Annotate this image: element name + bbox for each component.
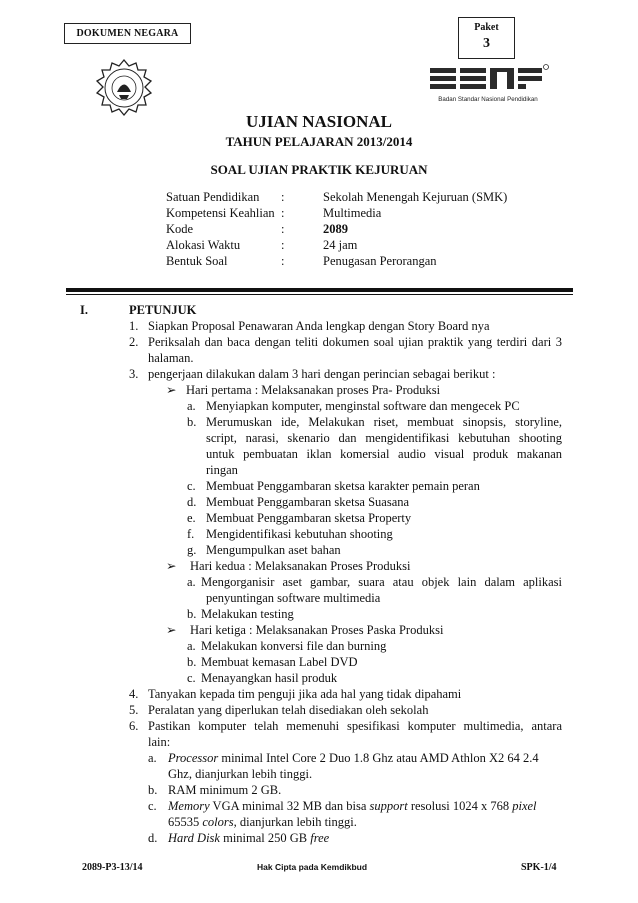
sub-letter: g. (187, 543, 197, 557)
list-number: 6. (129, 719, 139, 733)
spec-text: resolusi 1024 x 768 (407, 799, 513, 813)
spec-item (168, 751, 539, 766)
spec-text: VGA minimal 32 MB dan bisa (209, 799, 370, 813)
spec-item-continuation (168, 815, 357, 830)
arrow-bullet-icon: ➢ (166, 559, 177, 573)
list-number: 4. (129, 687, 139, 701)
info-key: Alokasi Waktu (166, 238, 241, 252)
sub-item: Mengumpulkan aset bahan (206, 543, 341, 557)
list-number: 5. (129, 703, 139, 717)
info-key: Kompetensi Keahlian (166, 206, 275, 220)
spec-letter: b. (148, 783, 158, 797)
exam-title: UJIAN NASIONAL (246, 112, 392, 131)
paket-box (458, 17, 515, 59)
section-number: I. (80, 303, 88, 317)
paket-number: 3 (483, 36, 490, 51)
spec-term: pixel (512, 799, 537, 813)
list-number: 3. (129, 367, 139, 381)
sub-item-continuation: untuk pembuatan iklan komersial audio visual produk makanan (206, 447, 562, 461)
bsnp-logo-icon (428, 60, 550, 110)
sub-letter: b. (187, 415, 197, 429)
spec-letter: d. (148, 831, 158, 845)
sub-letter: c. (187, 671, 196, 685)
info-row (166, 189, 507, 205)
exam-subtitle: SOAL UJIAN PRAKTIK KEJURUAN (210, 162, 428, 177)
list-item-continuation: halaman. (148, 351, 194, 365)
spec-letter: a. (148, 751, 157, 765)
day-heading: Hari kedua : Melaksanakan Proses Produksi (190, 559, 411, 573)
footer-code: 2089-P3-13/14 (82, 862, 143, 873)
info-row (166, 205, 507, 221)
info-separator: : (281, 222, 285, 236)
list-number: 2. (129, 335, 139, 349)
sub-item: Mengidentifikasi kebutuhan shooting (206, 527, 393, 541)
spec-item (168, 831, 329, 846)
spec-item-continuation: Ghz, dianjurkan lebih tinggi. (168, 767, 313, 781)
spec-text: minimal 250 GB (219, 831, 311, 845)
spec-item: RAM minimum 2 GB. (168, 783, 282, 797)
list-item: pengerjaan dilakukan dalam 3 hari dengan perincian sebagai berikut : (148, 367, 496, 381)
arrow-bullet-icon: ➢ (166, 383, 177, 397)
list-item: Peralatan yang diperlukan telah disediakan oleh sekolah (148, 703, 429, 717)
footer-page: SPK-1/4 (521, 862, 557, 873)
exam-year: TAHUN PELAJARAN 2013/2014 (225, 134, 413, 149)
divider-thick (66, 288, 573, 292)
sub-item-continuation: script, narasi, skenario dan mengidentifikasi kebutuhan shooting (206, 431, 562, 445)
spec-term: Memory (168, 799, 210, 813)
info-row (166, 253, 507, 269)
info-value: Sekolah Menengah Kejuruan (SMK) (323, 190, 508, 204)
sub-letter: b. (187, 655, 197, 669)
spec-text: 65535 (168, 815, 203, 829)
sub-item: Membuat kemasan Label DVD (201, 655, 358, 669)
sub-letter: d. (187, 495, 197, 509)
sub-item: Membuat Penggambaran sketsa Suasana (206, 495, 410, 509)
spec-text: , dianjurkan lebih tinggi. (233, 815, 357, 829)
info-value: Multimedia (323, 206, 382, 220)
spec-item (168, 799, 537, 814)
list-item: Tanyakan kepada tim penguji jika ada hal yang tidak dipahami (148, 687, 462, 701)
spec-text: minimal Intel Core 2 Duo 1.8 Ghz atau AMD Athlon X2 64 2.4 (218, 751, 539, 765)
list-item: Periksalah dan baca dengan teliti dokumen soal ujian praktik yang terdiri dari 3 (148, 335, 562, 349)
info-key: Kode (166, 222, 194, 236)
sub-item: Menayangkan hasil produk (201, 671, 338, 685)
sub-item: Merumuskan ide, Melakukan riset, membuat sinopsis, storyline, (206, 415, 562, 429)
info-key: Satuan Pendidikan (166, 190, 260, 204)
spec-term: Processor (168, 751, 219, 765)
info-separator: : (281, 254, 285, 268)
sub-letter: c. (187, 479, 196, 493)
sub-letter: a. (187, 575, 196, 589)
info-separator: : (281, 238, 285, 252)
bsnp-caption: Badan Standar Nasional Pendidikan (438, 96, 538, 103)
sub-letter: a. (187, 399, 196, 413)
info-value: 2089 (323, 222, 348, 236)
divider-thin (66, 294, 573, 295)
info-row (166, 221, 507, 237)
sub-item: Membuat Penggambaran sketsa karakter pemain peran (206, 479, 480, 493)
info-row (166, 237, 507, 253)
list-item-continuation: lain: (148, 735, 171, 749)
info-value: 24 jam (323, 238, 358, 252)
exam-info-table (166, 189, 507, 269)
info-key: Bentuk Soal (166, 254, 228, 268)
sub-item-continuation: penyuntingan software multimedia (206, 591, 381, 605)
paket-label: Paket (474, 22, 499, 33)
sub-item: Membuat Penggambaran sketsa Property (206, 511, 412, 525)
day-heading: Hari pertama : Melaksanakan proses Pra- Produksi (186, 383, 441, 397)
spec-term: support (369, 799, 408, 813)
sub-item: Mengorganisir aset gambar, suara atau objek lain dalam aplikasi (201, 575, 562, 589)
spec-term: free (310, 831, 330, 845)
arrow-bullet-icon: ➢ (166, 623, 177, 637)
list-item: Siapkan Proposal Penawaran Anda lengkap dengan Story Board nya (148, 319, 490, 333)
info-value: Penugasan Perorangan (323, 254, 437, 268)
info-separator: : (281, 190, 285, 204)
sub-letter: f. (187, 527, 195, 541)
footer-copyright: Hak Cipta pada Kemdikbud (257, 862, 368, 872)
sub-item-continuation: ringan (206, 463, 238, 477)
sub-item: Menyiapkan komputer, menginstal software dan mengecek PC (206, 399, 520, 413)
sub-letter: e. (187, 511, 196, 525)
day-heading: Hari ketiga : Melaksanakan Proses Paska Produksi (190, 623, 444, 637)
sub-item: Melakukan testing (201, 607, 294, 621)
list-number: 1. (129, 319, 139, 333)
spec-term: colors (202, 815, 234, 829)
sub-item: Melakukan konversi file dan burning (201, 639, 387, 653)
document-classification-label: DOKUMEN NEGARA (64, 23, 191, 44)
spec-letter: c. (148, 799, 157, 813)
tut-wuri-handayani-seal-icon (93, 57, 155, 119)
sub-letter: b. (187, 607, 197, 621)
info-separator: : (281, 206, 285, 220)
section-title: PETUNJUK (129, 303, 197, 317)
spec-term: Hard Disk (168, 831, 220, 845)
sub-letter: a. (187, 639, 196, 653)
list-item: Pastikan komputer telah memenuhi spesifikasi komputer multimedia, antara (148, 719, 562, 733)
